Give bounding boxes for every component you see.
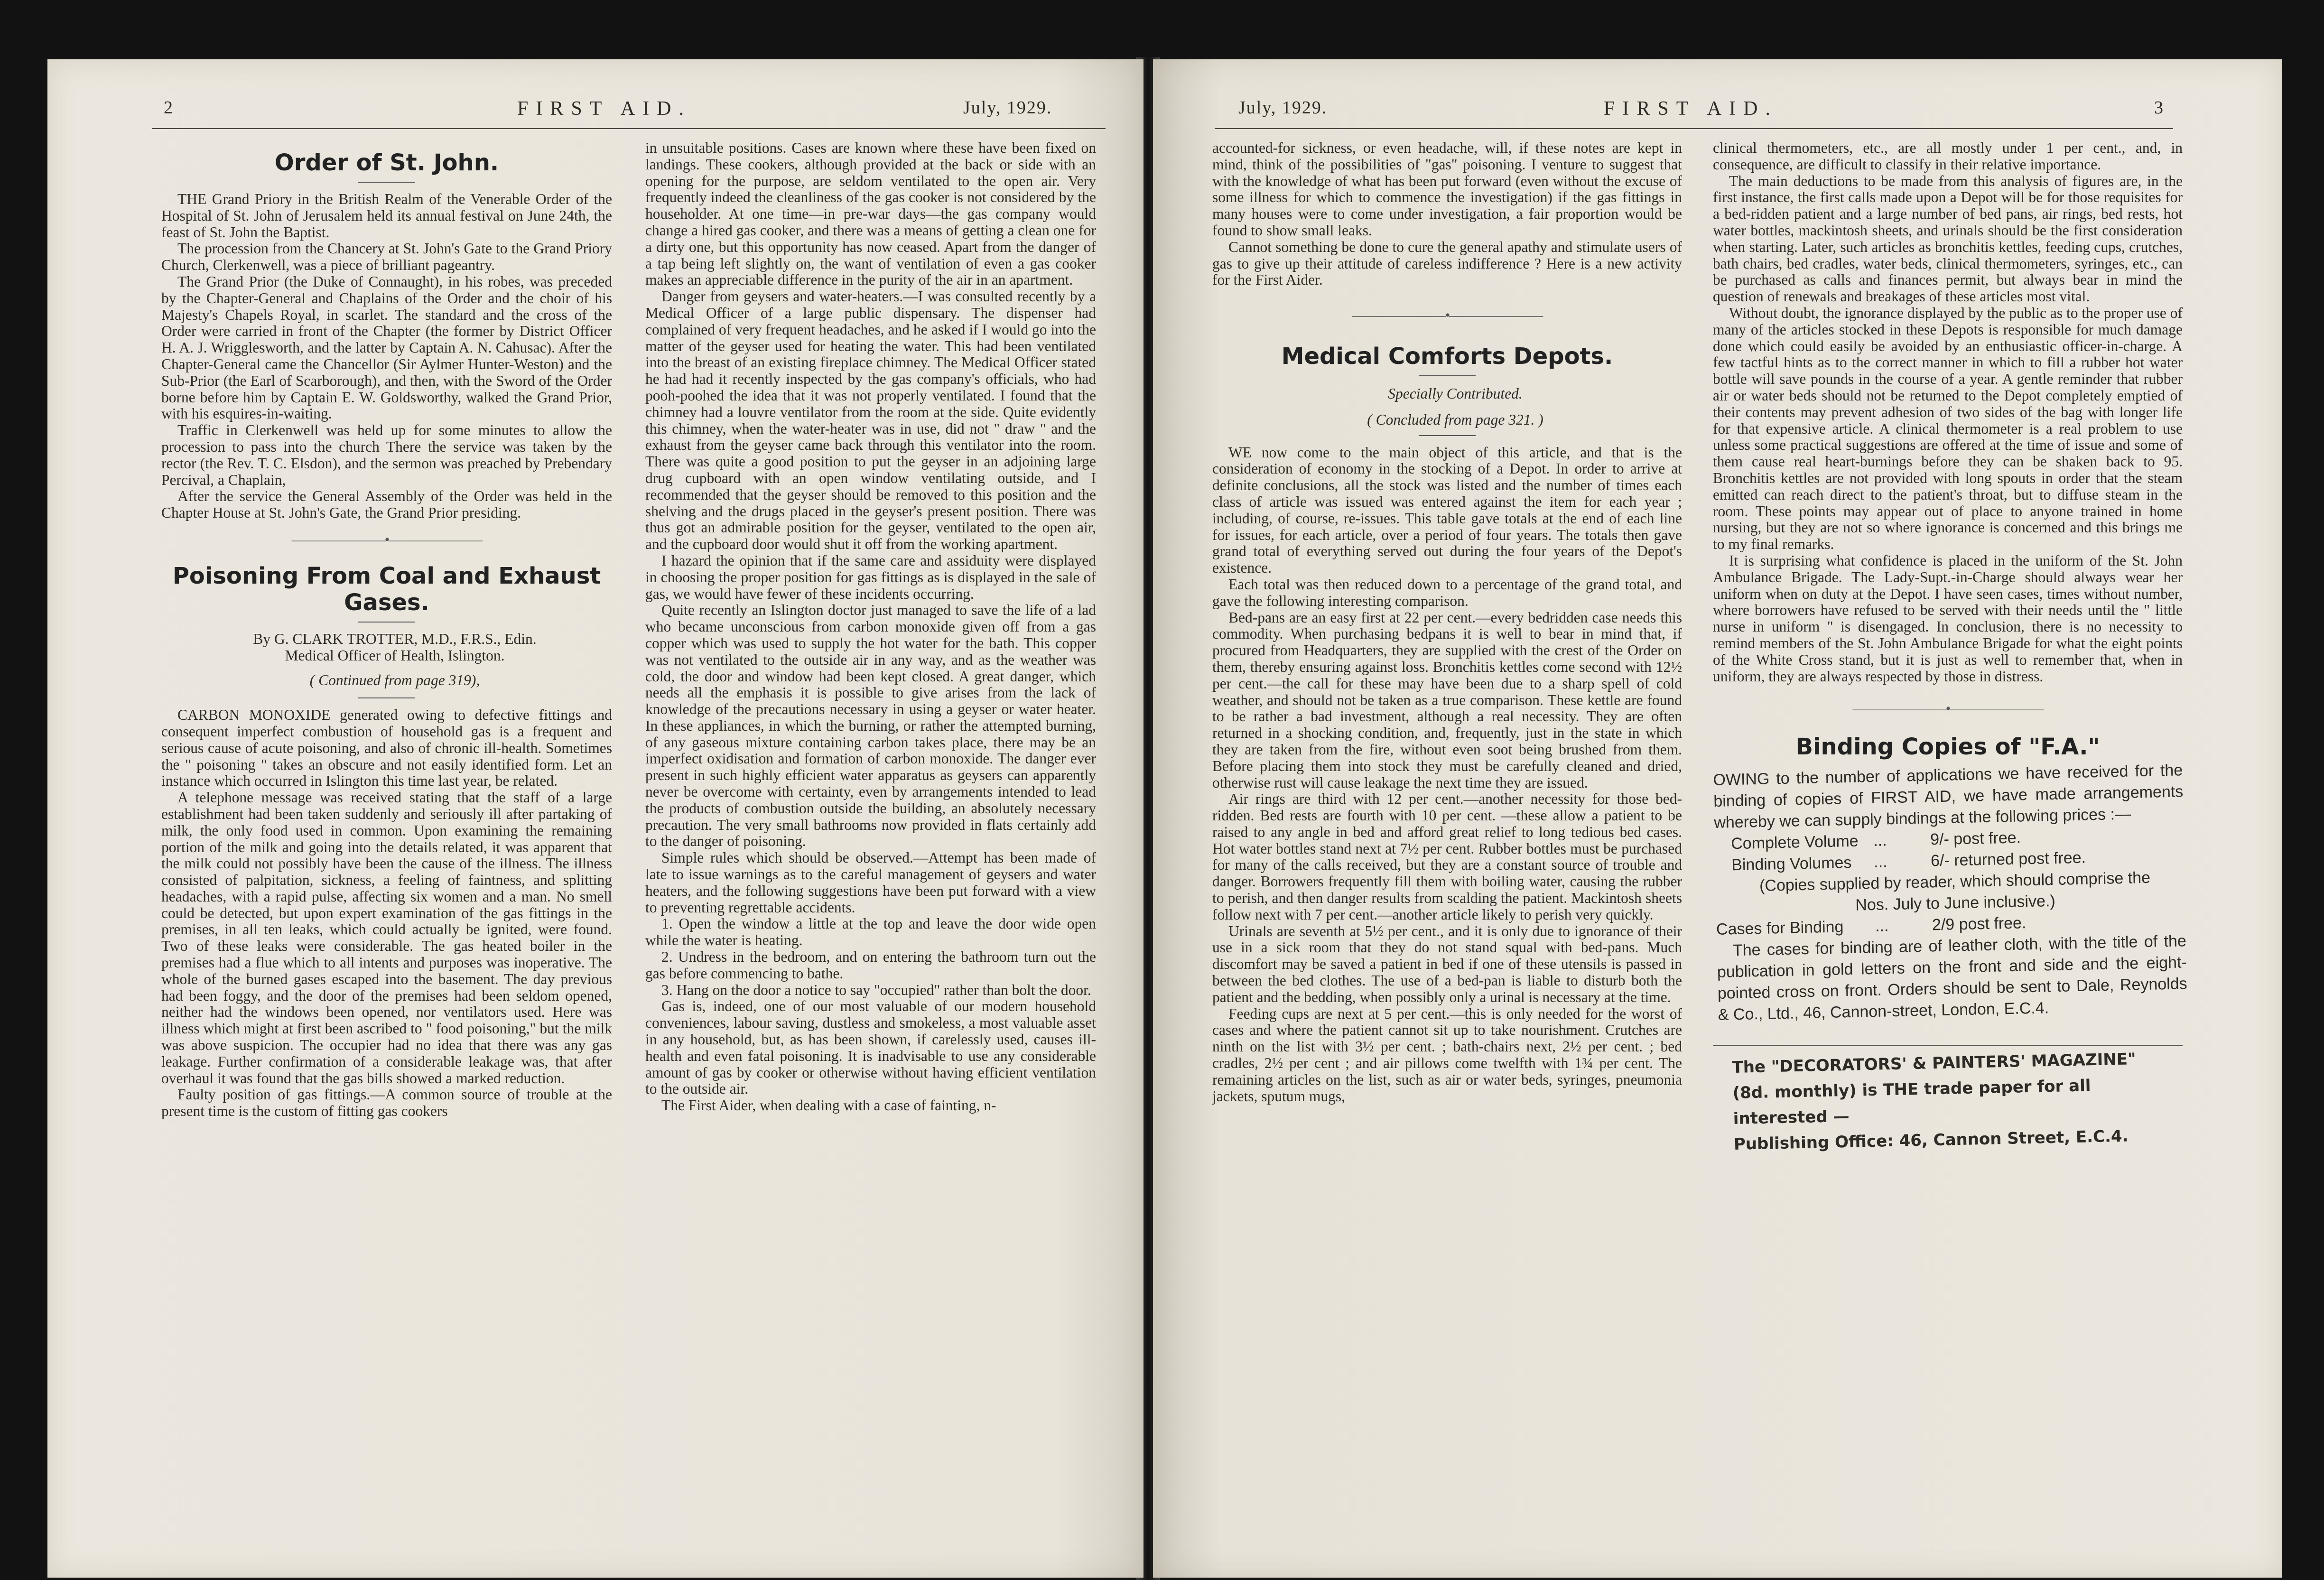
price-dots: ... xyxy=(1873,831,1887,850)
paragraph: Quite recently an Islington doctor just managed to save the life of a lad who became unconscious from carbon monoxide given off from a gas copper which was used to supply the hot water for the bath. This copper was not ventilated to the outside air in any way, and as the weather was cold, the door and window had been kept closed. A great danger, which needs all the emphasis it is possible to give arises from the lack of knowledge of the precautions necessary in using a geyser or water heater. In these appliances, in which the burning, or rather the attempted burning, of any gaseous mixture containing carbon takes place, there may be an imperfect oxidisation and formation of carbon monoxide. The danger ever present in such highly efficient water apparatus as geysers can apparently never be overcome with certainty, even by arrangements intended to lead the products of combustion outside the building, an absolutely necessary precaution. The very small bathrooms now provided in flats certainly add to the danger of poisoning. xyxy=(645,602,1096,850)
left-column-1 xyxy=(161,140,612,1120)
price-dots: ... xyxy=(1875,917,1889,935)
paragraph: A telephone message was received stating that the staff of a large establishment had been taken suddenly and seriously ill after partaking of milk, the only food used in common. Upon examining the remaining portion of the milk and going into the details related, it was apparent that the milk could not possibly have been the cause of the illness. The illness consisted of palpitation, sickness, a feeling of faintness, and splitting headaches, with a rapid pulse, affecting six women and a man. No smell could be detected, but upon expert examination of the gas fittings in the premises, in all ten leaks, which could actually be ignited, were found. Two of these leaks were considerable. The gas heated boiler in the premises had a flue which to all intents and purposes was inoperative. The whole of the burned gases escaped into the basement. The day previous had been foggy, and the door of the premises had been seldom opened, neither had the windows been opened, nor ventilators used. Here was illness which might at first been ascribed to " food poisoning," but the milk was above suspicion. The occupier had no idea that there was any gas leakage. Further confirmation of a considerable leakage was, that after overhaul it was found that the gas bills showed a marked reduction. xyxy=(161,789,612,1087)
binding-note: (Copies supplied by reader, which should comprise the Nos. July to June inclusive.) xyxy=(1759,868,2151,914)
section-separator: ———————•——————— xyxy=(291,531,482,548)
price-value: 6/- returned post free. xyxy=(1930,848,2086,870)
left-date: July, 1929. xyxy=(963,98,1052,118)
advert-line: (8d. monthly) is THE trade paper for all interested — xyxy=(1732,1076,2091,1129)
left-column-2 xyxy=(645,140,1096,1114)
paragraph: Without doubt, the ignorance displayed by the public as to the proper use of many of the articles stocked in these Depots is responsible for much damage done which could easily be avoided by an enthusiastic officer-in-charge. A few tactful hints as to the correct manner in which to fill a rubber hot water bottle will save pounds in the course of a year. A gentle reminder that rubber air or water beds should not be returned to the Depot completely emptied of their contents may prevent adhesion of two sides of the bag with longer life for that expensive article. A clinical thermometer is a real problem to use unless some practical suggestions are offered at the time of issue and some of them cause real heart-burnings before they can be shaken back to 95. Bronchitis kettles are not provided with long spouts in order that the steam emitted can reach direct to the patient's throat, but to diffuse steam in the room. These points may appear out of place to anyone trained in home nursing, but they are not so where ignorance is concerned and this brings me to my final remarks. xyxy=(1713,304,2183,553)
continued-note: ( Continued from page 319), xyxy=(309,672,480,689)
heading-rule xyxy=(358,697,415,698)
order-st-john-heading: Order of St. John. xyxy=(274,149,499,176)
paragraph: Simple rules which should be observed.—Attempt has been made of late to issue warnings as to the careful management of geysers and water heaters, and the following suggestions have been put forward with a view to preventing regrettable accidents. xyxy=(645,849,1096,916)
paragraph: Each total was then reduced down to a percentage of the grand total, and gave the following interesting comparison. xyxy=(1212,576,1682,609)
paragraph: The Grand Prior (the Duke of Connaught), in his robes, was preceded by the Chapter-General and Chaplains of the Order and the choir of his Majesty's Chapels Royal, in scarlet. The standard and the cross of the Order were carried in front of the Chapter (the former by District Officer H. A. J. Wrigglesworth, and the latter by Captain A. N. Cahusac). After the Chapter-General came the Chancellor (Sir Aylmer Hunter-Weston) and the Sub-Prior (the Earl of Scarborough), and then, with the Sword of the Order borne before him by Captain E. W. Goldsworthy, walked the Grand Prior, with his esquires-in-waiting. xyxy=(161,273,612,422)
section-separator: ———————•——————— xyxy=(1352,307,1543,324)
paragraph: Danger from geysers and water-heaters.—I was consulted recently by a Medical Officer of a large public dispensary. The dispenser had complained of very frequent headaches, and he asked if I would go into the matter of the geyser used for heating the water. This had been ventilated into the breast of an existing fireplace chimney. The Medical Officer stated he had had it recently inspected by the gas company's officials, who had pooh-poohed the idea that it was not properly ventilated. I found that the chimney had a louvre ventilator from the room at the side. Quite evidently this chimney, when the water-heater was in use, did not " draw " and the exhaust from the geyser came back through this ventilator into the room. There was quite a good position to put the geyser in an adjoining large drug cupboard with an open window ventilating outside, and I recommended that the geyser should be removed to this position and the shelving and the drugs placed in the geyser's present position. There was thus got an admirable position for the geyser, ventilated to the open air, and the cupboard door would shut it off from the working apartment. xyxy=(645,288,1096,553)
paragraph: The main deductions to be made from this analysis of figures are, in the first instance, the first calls made upon a Depot will be for those requisites for a bed-ridden patient and a large number of bed pans, air rings, bed rests, hot water bottles, mackintosh sheets, and urinals should be the first consideration when starting. Later, such articles as bronchitis kettles, feeding cups, crutches, bath chairs, bed cradles, water beds, clinical thermometers, syringes, etc., can be purchased as calls and finances permit, but always bear in mind the question of renewals and breakages of these articles most vital. xyxy=(1713,172,2183,305)
section-separator: ———————•——————— xyxy=(1852,701,2043,717)
paragraph: Feeding cups are next at 5 per cent.—this is only needed for the worst of cases and where the patient cannot sit up to take nourishment. Crutches are ninth on the list with 3½ per cent. ; bath-chairs next, 2½ per cent. ; bed cradles, 2½ per cent ; and air pillows come twelfth with 1¾ per cent. The remaining articles on the list, such as air or water beds, syringes, pneumonia jackets, sputum mugs, xyxy=(1212,1005,1682,1105)
heading-rule xyxy=(1419,375,1476,376)
paragraph: 1. Open the window a little at the top and leave the door wide open while the water is heating. xyxy=(645,915,1096,949)
heading-rule xyxy=(358,622,415,623)
heading-rule xyxy=(1419,435,1476,436)
concluded-note: ( Concluded from page 321. ) xyxy=(1367,411,1543,428)
left-running-title: FIRST AID. xyxy=(517,98,691,120)
paragraph: Traffic in Clerkenwell was held up for some minutes to allow the procession to pass into the church There the service was taken by the rector (the Rev. T. C. Elsdon), and the sermon was preached by Prebendary Percival, a Chaplain, xyxy=(161,422,612,488)
paragraph: Cannot something be done to cure the general apathy and stimulate users of gas to give up their attitude of careless indifference ? Here is a new activity for the First Aider. xyxy=(1212,238,1682,288)
paragraph: in unsuitable positions. Cases are known where these have been fixed on landings. These cookers, although provided at the back or side with an opening for the purpose, are seldom ventilated to the open air. Very frequently indeed the cleanliness of the gas cooker is not considered by the householder. At one time—in pre-war days—the gas company would change a hired gas cooker, and there was a means of getting a clean one for a dirty one, but this opportunity has now ceased. Apart from the danger of a tap being left slightly on, the want of ventilation of even a gas cooker makes an appreciable difference in the purity of the air in an apartment. xyxy=(645,139,1096,288)
right-running-title: FIRST AID. xyxy=(1604,98,1778,120)
paragraph: THE Grand Priory in the British Realm of the Venerable Order of the Hospital of St. John of Jerusalem held its annual festival on June 24th, the feast of St. John the Baptist. xyxy=(161,191,612,241)
paragraph: The First Aider, when dealing with a case of fainting, n- xyxy=(661,1097,996,1114)
right-page-number: 3 xyxy=(2154,98,2164,118)
binding-heading: Binding Copies of "F.A." xyxy=(1795,734,2100,761)
paragraph: Air rings are third with 12 per cent.—another necessity for those bed-ridden. Bed rests are fourth with 10 per cent. —these allow a patient to be raised to any angle in bed and afford great relief to long tedious bed cases. Hot water bottles stand next at 7½ per cent. Rubber bottles must be purchased for many of the calls received, but they are a constant source of trouble and danger. Borrowers frequently fill them with boiling water, causing the rubber to perish, and then danger results from scalding the patient. Mackintosh sheets follow next with 7 per cent.—another article likely to perish very quickly. xyxy=(1212,790,1682,923)
binding-intro: OWING to the number of applications we have received for the binding of copies of FIRST AID, we have made arrangements whereby we can supply bindings at the following prices :— xyxy=(1713,761,2184,832)
paragraph: Faulty position of gas fittings.—A common source of trouble at the present time is the custom of fitting gas cookers xyxy=(161,1086,612,1120)
paragraph: After the service the General Assembly of the Order was held in the Chapter House at St. John's Gate, the Grand Prior presiding. xyxy=(161,488,612,521)
advert-line: The "DECORATORS' & PAINTERS' MAGAZINE" xyxy=(1732,1050,2137,1078)
paragraph: Bed-pans are an easy first at 22 per cent.—every bedridden case needs this commodity. When purchasing bedpans it is well to bear in mind that, if procured from Headquarters, they are supplied with the crest of the Order on them, thereby ensuring against loss. Bronchitis kettles come second with 12½ per cent.—the call for these may have been due to a sharp spell of cold weather, and should not be taken as a true comparison. These kettle are found to be rather a bad investment, although a real necessity. They are often returned in a shocking condition, and, frequently, just in the state in which they are taken from the fire, without even soot being brushed from them. Before placing them into stock they must be carefully cleaned and dried, otherwise rust will cause leakage the next time they are issued. xyxy=(1212,609,1682,791)
advert-rule xyxy=(1713,1045,2183,1046)
price-value: 2/9 post free. xyxy=(1932,914,2027,934)
price-label: Complete Volume xyxy=(1730,832,1859,853)
price-label: Binding Volumes xyxy=(1731,854,1852,874)
heading-rule xyxy=(358,182,415,183)
magazine-advert xyxy=(1732,1045,2185,1157)
right-date: July, 1929. xyxy=(1238,98,1328,118)
paragraph: It is surprising what confidence is placed in the uniform of the St. John Ambulance Brigade. The Lady-Supt.-in-Charge should always wear her uniform when on duty at the Depot. I have seen cases, times without number, where borrowers have refused to be served with their needs until the " little nurse in uniform " is disengaged. In conclusion, there is no necessity to remind members of the St. John Ambulance Brigade for what the eight points of the White Cross stand, but it is just as well to remember that, when in uniform, they are always respected by those in distress. xyxy=(1713,552,2183,685)
left-header-rule xyxy=(152,128,1106,129)
right-column-1 xyxy=(1212,140,1682,1105)
paragraph: 3. Hang on the door a notice to say "occupied" rather than bolt the door. xyxy=(661,981,1091,998)
medical-comforts-heading: Medical Comforts Depots. xyxy=(1281,343,1613,370)
paragraph: The procession from the Chancery at St. John's Gate to the Grand Priory Church, Clerkenwell, was a piece of brilliant pageantry. xyxy=(161,240,612,274)
poisoning-heading: Poisoning From Coal and Exhaust Gases. xyxy=(172,562,601,616)
byline: By G. CLARK TROTTER, M.D., F.R.S., Edin. xyxy=(253,630,537,647)
binding-outro: The cases for binding are of leather cloth, with the title of the publication in gold letters on the front and side and the eight-pointed cross on front. Orders should be sent to Dale, Reynolds & Co., Ltd., 46, Cannon-street, London, E.C.4. xyxy=(1717,932,2188,1024)
byline-subtitle: Medical Officer of Health, Islington. xyxy=(285,647,505,664)
price-dots: ... xyxy=(1873,853,1887,872)
price-label: Cases for Binding xyxy=(1716,918,1844,939)
paragraph: I hazard the opinion that if the same care and assiduity were displayed in choosing the proper position for gas fittings as is displayed in the sale of gas, we would have fewer of these incidents occurring. xyxy=(645,552,1096,602)
paragraph: WE now come to the main object of this article, and that is the consideration of economy in the stocking of a Depot. In order to arrive at definite conclusions, all the stock was listed and the number of times each class of article was issued was entered against the item for each year ; including, of course, re-issues. This table gave totals at the end of each line for issues, for each article, over a period of four years. The totals then gave grand total of everything served out during the four years of the Depot's existence. xyxy=(1212,444,1682,576)
paragraph: Gas is, indeed, one of our most valuable of our modern household conveniences, labour saving, dustless and smokeless, a most valuable asset in any household, but, as has been shown, if carelessly used, causes ill-health and even fatal poisoning. It is inadvisable to use any considerable amount of gas by cooker or otherwise without having efficient ventilation to the outside air. xyxy=(645,998,1096,1097)
price-value: 9/- post free. xyxy=(1930,828,2021,849)
paragraph: Urinals are seventh at 5½ per cent., and it is only due to ignorance of their use in a sick room that they do not stand squal with bed-pans. Much discomfort may be saved a patient in bed if one of these utensils is passed in between the bed clothes. The use of a bed-pan is liable to disturb both the patient and the bedding, when possibly only a urinal is necessary at the time. xyxy=(1212,922,1682,1005)
right-header-rule xyxy=(1215,128,2173,129)
paragraph: clinical thermometers, etc., are all mostly under 1 per cent., and, in consequence, are difficult to classify in their relative importance. xyxy=(1713,139,2183,173)
left-page-number: 2 xyxy=(164,98,174,118)
specially-contributed: Specially Contributed. xyxy=(1388,385,1523,402)
paragraph: CARBON MONOXIDE generated owing to defective fittings and consequent imperfect combustion of household gas is a frequent and serious cause of acute poisoning, and also of chronic ill-health. Sometimes the " poisoning " takes an obscure and not easily identified form. Let an instance which occurred in Islington this time last year, be related. xyxy=(161,706,612,790)
binding-notice xyxy=(1713,760,2188,1026)
right-column-2 xyxy=(1713,139,2188,1157)
paragraph: accounted-for sickness, or even headache, will, if these notes are kept in mind, think of the possibilities of "gas" poisoning. I venture to suggest that with the knowledge of what has been put forward (even without the excuse of some illness for which to commence the investigation) if the gas fittings in many houses were to come under investigation, a fair proportion would be found to show small leaks. xyxy=(1212,139,1682,239)
advert-line: Publishing Office: 46, Cannon Street, E.C.4. xyxy=(1733,1126,2129,1154)
paragraph: 2. Undress in the bedroom, and on entering the bathroom turn out the gas before commencing to bathe. xyxy=(645,948,1096,982)
